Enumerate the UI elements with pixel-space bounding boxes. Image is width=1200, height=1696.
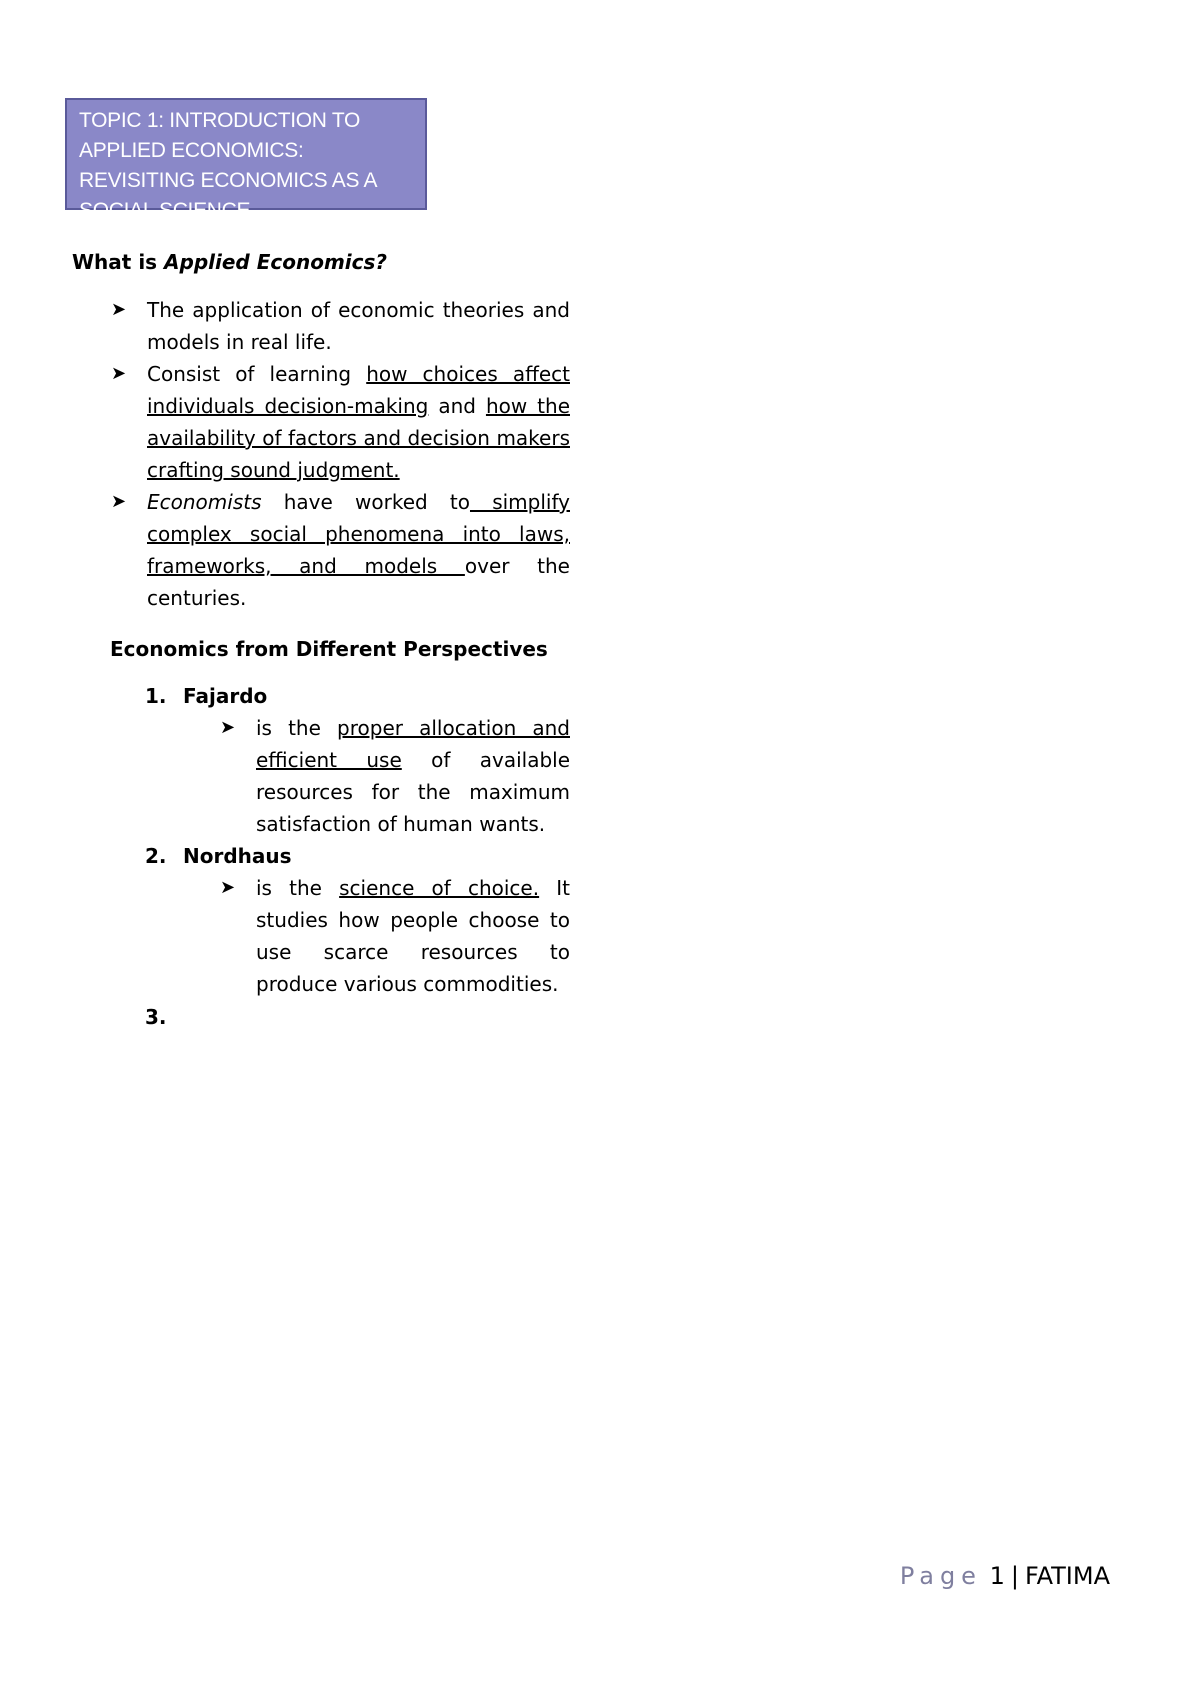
bullet-item xyxy=(220,872,571,1000)
perspective-item-fajardo xyxy=(145,680,267,712)
arrow-bullet-icon: ➤ xyxy=(111,491,127,512)
page-footer xyxy=(900,1560,1110,1592)
bullet-text: have worked to xyxy=(261,490,470,514)
bullet-text: and xyxy=(428,394,486,418)
topic-title-line: REVISITING ECONOMICS AS A xyxy=(79,169,378,192)
bullet-item xyxy=(111,486,570,614)
topic-title-line: SOCIAL SCIENCE xyxy=(79,199,251,222)
bullet-item xyxy=(220,712,570,840)
bullet-text: The application of economic theories and models in real life. xyxy=(147,298,570,354)
topic-title-line: TOPIC 1: INTRODUCTION TO xyxy=(79,109,360,132)
heading-prefix: What is xyxy=(72,250,165,274)
item-number: 2. xyxy=(145,844,167,868)
section-heading-perspectives: Economics from Different Perspectives xyxy=(110,637,548,661)
item-number: 1. xyxy=(145,684,167,708)
footer-author: FATIMA xyxy=(1024,1562,1110,1590)
bullet-item xyxy=(111,358,570,486)
bullet-item xyxy=(111,294,570,358)
page-number: 1 xyxy=(989,1562,1005,1590)
bullet-text: is the xyxy=(256,716,338,740)
arrow-bullet-icon: ➤ xyxy=(111,363,127,384)
arrow-bullet-icon: ➤ xyxy=(111,299,127,320)
nordhaus-definition xyxy=(220,872,571,1000)
bullet-underlined-text: proper allocation and efficient use xyxy=(256,716,570,772)
bullet-italic-text: Economists xyxy=(147,490,262,514)
perspective-item-3 xyxy=(145,1001,183,1033)
applied-economics-bullets xyxy=(111,294,570,614)
arrow-bullet-icon: ➤ xyxy=(220,717,236,738)
bullet-text: of available resources for the maximum satisfaction of human wants. xyxy=(256,748,570,836)
bullet-text: Consist of learning xyxy=(147,362,367,386)
heading-italic: Applied Economics? xyxy=(164,250,388,274)
bullet-underlined-text: science of choice. xyxy=(339,876,540,900)
bullet-text: over the centuries. xyxy=(147,554,570,610)
bullet-underlined-text: how the availability of factors and decision makers crafting sound judgment. xyxy=(147,394,570,482)
perspective-name: Fajardo xyxy=(183,684,268,708)
arrow-bullet-icon: ➤ xyxy=(220,877,236,898)
page-label: Page xyxy=(899,1562,982,1590)
item-number: 3. xyxy=(145,1005,167,1029)
bullet-underlined-text: simplify complex social phenomena into laws, frameworks, and models xyxy=(147,490,570,578)
footer-separator: | xyxy=(1010,1562,1019,1590)
bullet-text: is the xyxy=(256,876,340,900)
section-heading-applied-economics xyxy=(72,250,387,274)
perspective-name: Nordhaus xyxy=(183,844,292,868)
perspective-item-nordhaus xyxy=(145,840,292,872)
fajardo-definition xyxy=(220,712,570,840)
topic-title-line: APPLIED ECONOMICS: xyxy=(79,139,304,162)
bullet-underlined-text: how choices affect individuals decision-making xyxy=(147,362,570,418)
bullet-text: It studies how people choose to use scarce resources to produce various commodities. xyxy=(256,876,571,996)
